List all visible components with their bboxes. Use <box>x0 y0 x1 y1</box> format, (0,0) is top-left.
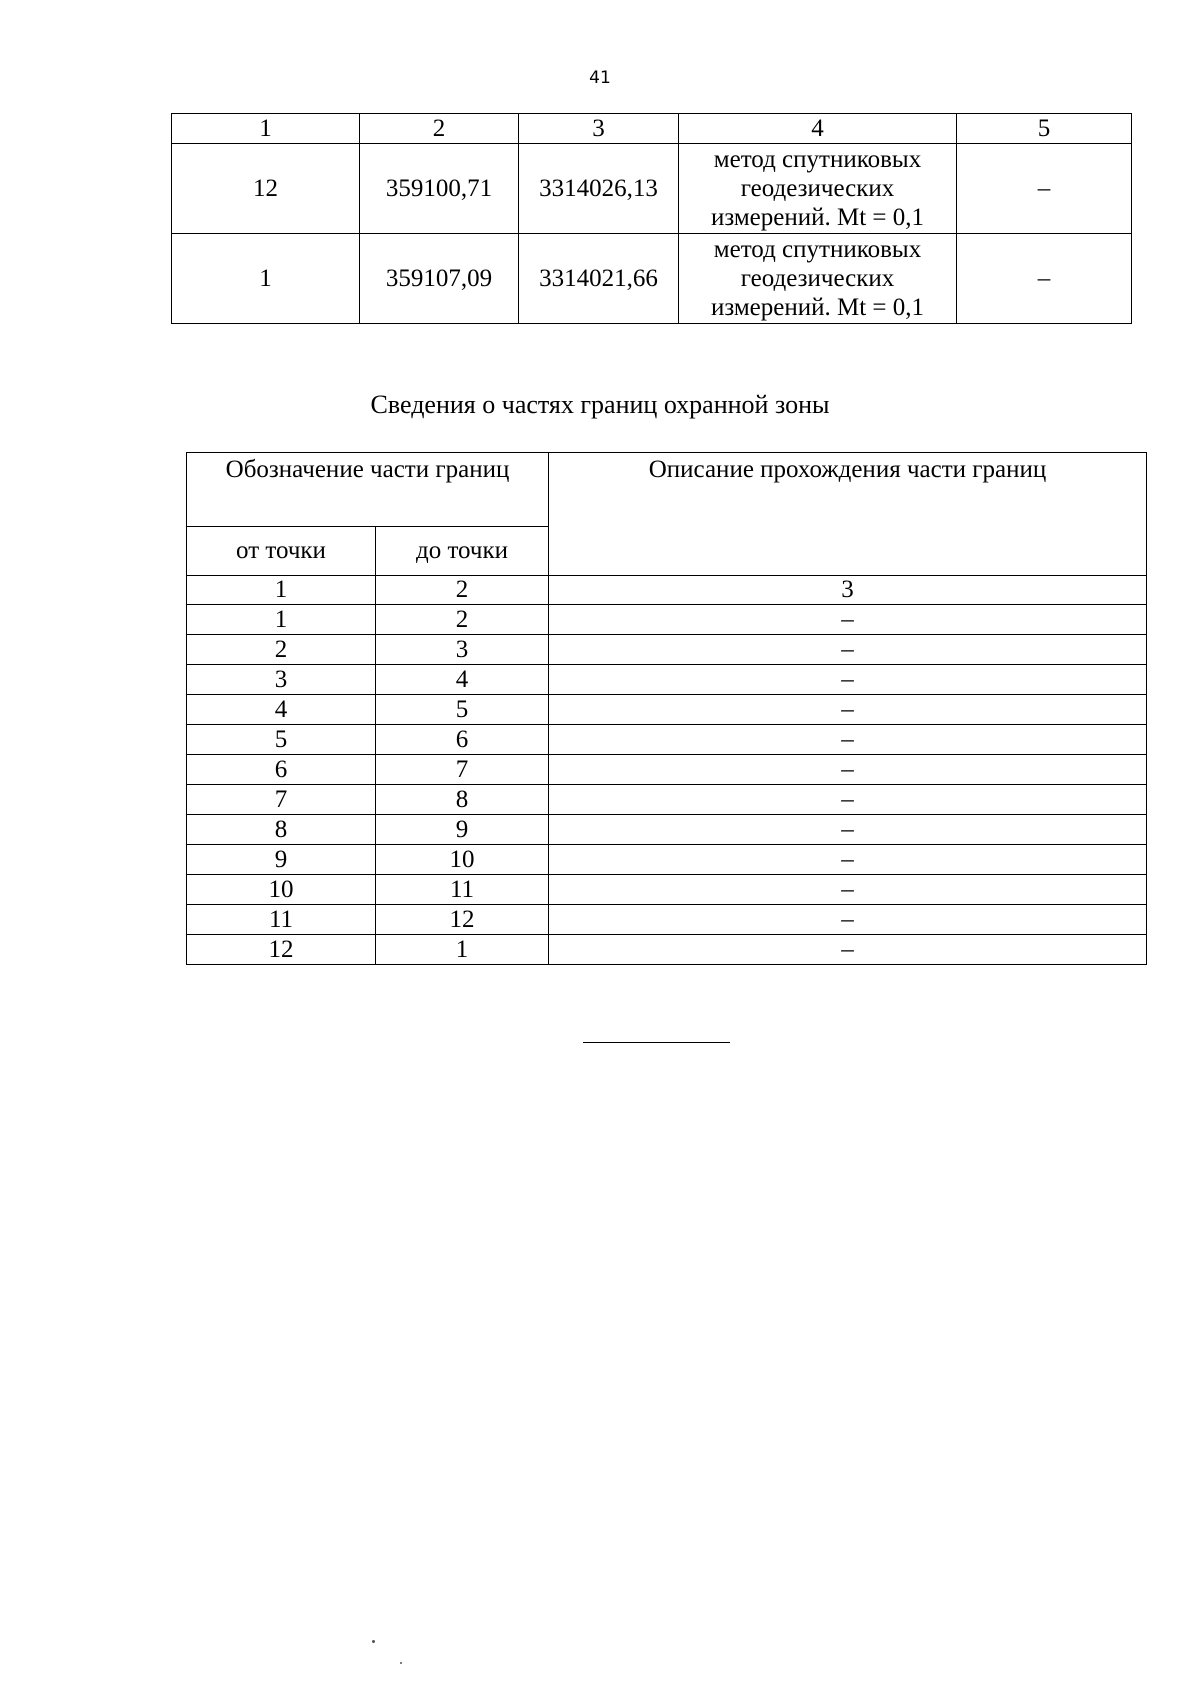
to-point-cell: 7 <box>376 755 549 785</box>
table-row <box>172 144 1132 234</box>
method-cell: метод спутниковых геодезических измерений. Mt = 0,1 <box>679 234 957 324</box>
description-header: Описание прохождения части границ <box>549 453 1147 576</box>
note-cell: – <box>957 144 1132 234</box>
table-row <box>187 695 1147 725</box>
table-row <box>187 905 1147 935</box>
description-cell: – <box>549 695 1147 725</box>
from-point-cell: 8 <box>187 815 376 845</box>
table-row <box>187 665 1147 695</box>
from-point-cell: 9 <box>187 845 376 875</box>
column-number-cell: 2 <box>360 114 519 144</box>
from-point-header: от точки <box>187 527 376 576</box>
description-cell: – <box>549 875 1147 905</box>
to-point-cell: 6 <box>376 725 549 755</box>
description-cell: – <box>549 725 1147 755</box>
to-point-cell: 5 <box>376 695 549 725</box>
description-cell: – <box>549 815 1147 845</box>
to-point-cell: 8 <box>376 785 549 815</box>
scan-speck <box>372 1640 375 1643</box>
description-cell: – <box>549 935 1147 965</box>
x-coordinate-cell: 359100,71 <box>360 144 519 234</box>
parts-header-row <box>187 453 1147 527</box>
parts-table-body <box>187 605 1147 965</box>
coordinates-header-row <box>172 114 1132 144</box>
to-point-cell: 9 <box>376 815 549 845</box>
to-point-cell: 12 <box>376 905 549 935</box>
to-point-cell: 4 <box>376 665 549 695</box>
table-row <box>187 785 1147 815</box>
designation-header: Обозначение части границ <box>187 453 549 527</box>
description-cell: – <box>549 605 1147 635</box>
end-separator-line <box>583 1042 730 1043</box>
coordinates-table <box>171 113 1132 324</box>
to-point-cell: 10 <box>376 845 549 875</box>
table-row <box>187 935 1147 965</box>
from-point-cell: 11 <box>187 905 376 935</box>
from-point-cell: 4 <box>187 695 376 725</box>
from-point-cell: 10 <box>187 875 376 905</box>
table-row <box>172 234 1132 324</box>
from-point-cell: 1 <box>187 605 376 635</box>
description-cell: – <box>549 785 1147 815</box>
description-cell: – <box>549 665 1147 695</box>
y-coordinate-cell: 3314026,13 <box>519 144 679 234</box>
description-cell: – <box>549 755 1147 785</box>
column-number-cell: 1 <box>172 114 360 144</box>
from-point-cell: 6 <box>187 755 376 785</box>
column-number-cell: 2 <box>376 576 549 605</box>
section-title: Сведения о частях границ охранной зоны <box>370 390 830 419</box>
scan-speck <box>400 1662 402 1664</box>
column-number-cell: 3 <box>549 576 1147 605</box>
column-number-cell: 3 <box>519 114 679 144</box>
from-point-cell: 2 <box>187 635 376 665</box>
table-row <box>187 725 1147 755</box>
to-point-cell: 2 <box>376 605 549 635</box>
y-coordinate-cell: 3314021,66 <box>519 234 679 324</box>
description-cell: – <box>549 905 1147 935</box>
table-row <box>187 755 1147 785</box>
to-point-cell: 3 <box>376 635 549 665</box>
note-cell: – <box>957 234 1132 324</box>
table-row <box>187 635 1147 665</box>
point-number-cell: 1 <box>172 234 360 324</box>
table-row <box>187 605 1147 635</box>
table-row <box>187 845 1147 875</box>
from-point-cell: 3 <box>187 665 376 695</box>
to-point-header: до точки <box>376 527 549 576</box>
column-number-cell: 4 <box>679 114 957 144</box>
x-coordinate-cell: 359107,09 <box>360 234 519 324</box>
to-point-cell: 1 <box>376 935 549 965</box>
point-number-cell: 12 <box>172 144 360 234</box>
description-cell: – <box>549 845 1147 875</box>
column-numbers-row <box>187 576 1147 605</box>
from-point-cell: 7 <box>187 785 376 815</box>
page-number: 41 <box>589 68 611 88</box>
boundary-parts-table <box>186 452 1147 965</box>
description-cell: – <box>549 635 1147 665</box>
column-number-cell: 5 <box>957 114 1132 144</box>
from-point-cell: 5 <box>187 725 376 755</box>
column-number-cell: 1 <box>187 576 376 605</box>
table-row <box>187 815 1147 845</box>
method-cell: метод спутниковых геодезических измерений. Mt = 0,1 <box>679 144 957 234</box>
from-point-cell: 12 <box>187 935 376 965</box>
table-row <box>187 875 1147 905</box>
to-point-cell: 11 <box>376 875 549 905</box>
